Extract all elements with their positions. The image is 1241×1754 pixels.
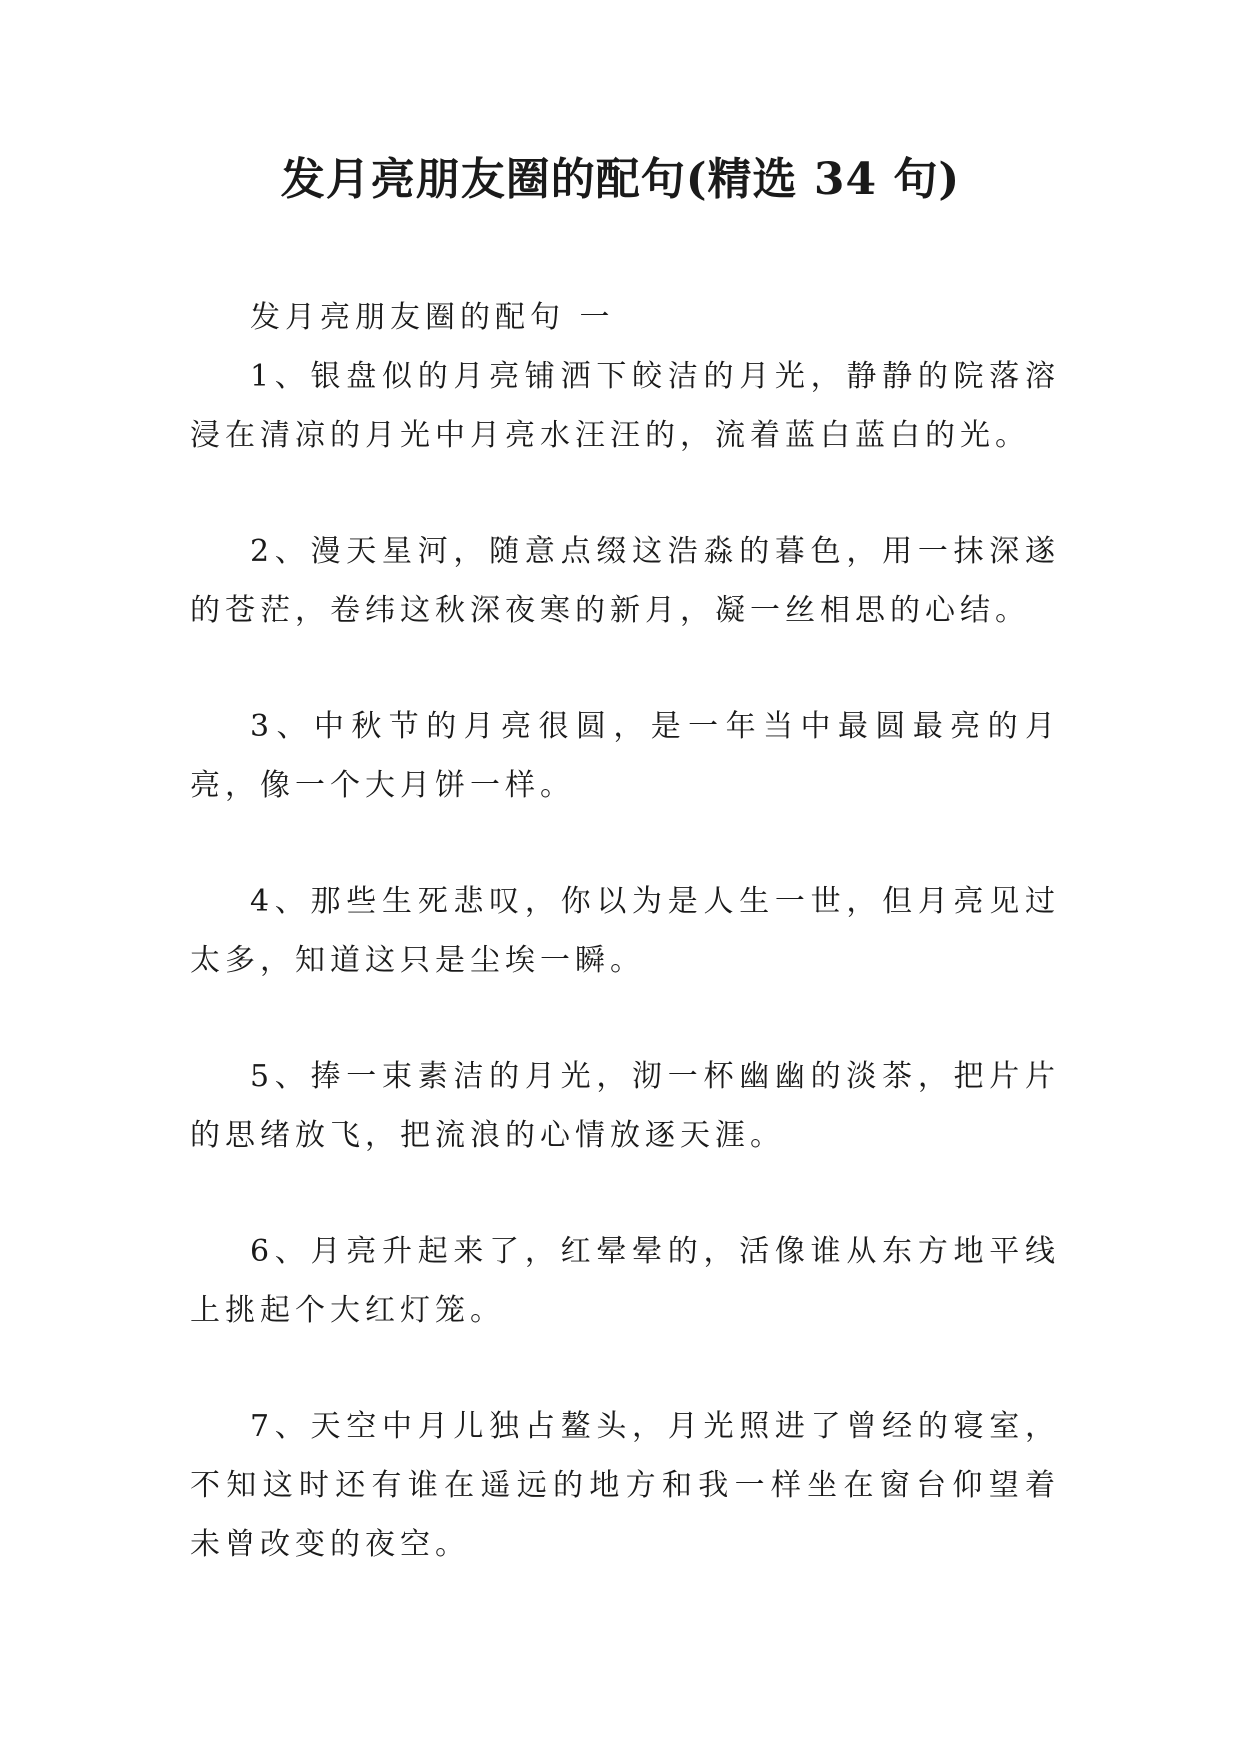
entry-2: 2、漫天星河，随意点缀这浩淼的暮色，用一抹深遂的苍茫，卷纬这秋深夜寒的新月，凝一丝相思的心结。: [190, 534, 1060, 628]
document-title: 发月亮朋友圈的配句(精选 34 句): [280, 154, 961, 205]
entry-3: 3、中秋节的月亮很圆，是一年当中最圆最亮的月亮，像一个大月饼一样。: [190, 709, 1060, 803]
entry-6: 6、月亮升起来了，红晕晕的，活像谁从东方地平线上挑起个大红灯笼。: [190, 1234, 1060, 1328]
entry-4: 4、那些生死悲叹，你以为是人生一世，但月亮见过太多，知道这只是尘埃一瞬。: [190, 884, 1060, 978]
entry-7: 7、天空中月儿独占鳌头，月光照进了曾经的寝室，不知这时还有谁在遥远的地方和我一样坐在窗台仰望着未曾改变的夜空。: [190, 1409, 1060, 1562]
entry-5: 5、捧一束素洁的月光，沏一杯幽幽的淡茶，把片片的思绪放飞，把流浪的心情放逐天涯。: [190, 1059, 1060, 1153]
section-heading: 发月亮朋友圈的配句 一: [250, 300, 615, 335]
entry-1: 1、银盘似的月亮铺洒下皎洁的月光，静静的院落溶浸在清凉的月光中月亮水汪汪的，流着蓝白蓝白的光。: [190, 359, 1060, 453]
document-body: [190, 288, 1060, 1631]
